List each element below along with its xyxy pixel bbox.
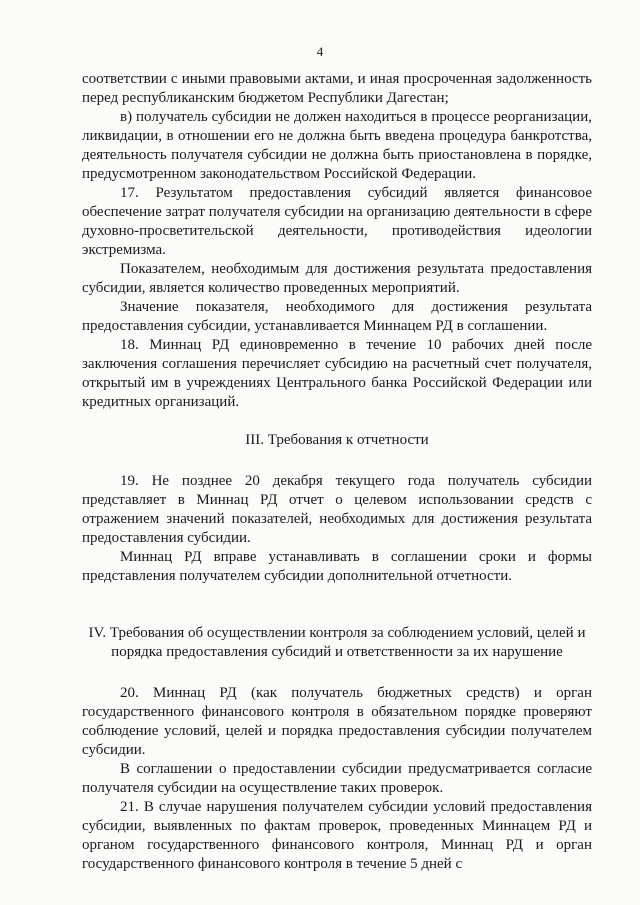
section-heading-4: IV. Требования об осуществлении контроля за соблюдением условий, целей и порядка предоставления субсидий и ответственности за их нарушение (88, 625, 586, 660)
paragraph-indicator: Показателем, необходимым для достижения результата предоставления субсидии, является количество проведенных мероприятий. (82, 261, 592, 296)
paragraph-21: 21. В случае нарушения получателем субсидии условий предоставления субсидии, выявленных по фактам проверок, проведенных Миннацем РД и органом государственного финансового контроля, Миннац РД и орган государственного финансового контроля в течение 5 дней с (82, 799, 592, 872)
paragraph-20: 20. Миннац РД (как получатель бюджетных средств) и орган государственного финансового контроля в обязательном порядке проверяют соблюдение условий, целей и порядка предоставления субсидии получателем субсидии. (82, 685, 592, 758)
paragraph-indicator-value: Значение показателя, необходимого для достижения результата предоставления субсидии, устанавливается Миннацем РД в соглашении. (82, 299, 592, 334)
document-body (82, 70, 592, 874)
paragraph-continuation: соответствии с иными правовыми актами, и иная просроченная задолженность перед республиканским бюджетом Республики Дагестан; (82, 71, 592, 106)
section-heading-3: III. Требования к отчетности (245, 432, 429, 448)
paragraph-consent: В соглашении о предоставлении субсидии предусматривается согласие получателя субсидии на осуществление таких проверок. (82, 761, 592, 796)
paragraph-18: 18. Миннац РД единовременно в течение 10 рабочих дней после заключения соглашения перечисляет субсидию на расчетный счет получателя, открытый им в учреждениях Центрального банка Российской Федерации или кредитных организаций. (82, 337, 592, 410)
paragraph-17: 17. Результатом предоставления субсидий является финансовое обеспечение затрат получателя субсидии на организацию деятельности в сфере духовно-просветительской деятельности, противодействия идеологии экстремизма. (82, 185, 592, 258)
paragraph-item-v: в) получатель субсидии не должен находиться в процессе реорганизации, ликвидации, в отношении его не должна быть введена процедура банкротства, деятельность получателя субсидии не должна быть приостановлена в порядке, предусмотренном законодательством Российской Федерации. (82, 109, 592, 182)
paragraph-19: 19. Не позднее 20 декабря текущего года получатель субсидии представляет в Миннац РД отчет о целевом использовании средств с отражением значений показателей, необходимых для достижения результата предоставления субсидии. (82, 473, 592, 546)
paragraph-additional-reporting: Миннац РД вправе устанавливать в соглашении сроки и формы представления получателем субсидии дополнительной отчетности. (82, 549, 592, 584)
page-number: 4 (316, 44, 324, 59)
